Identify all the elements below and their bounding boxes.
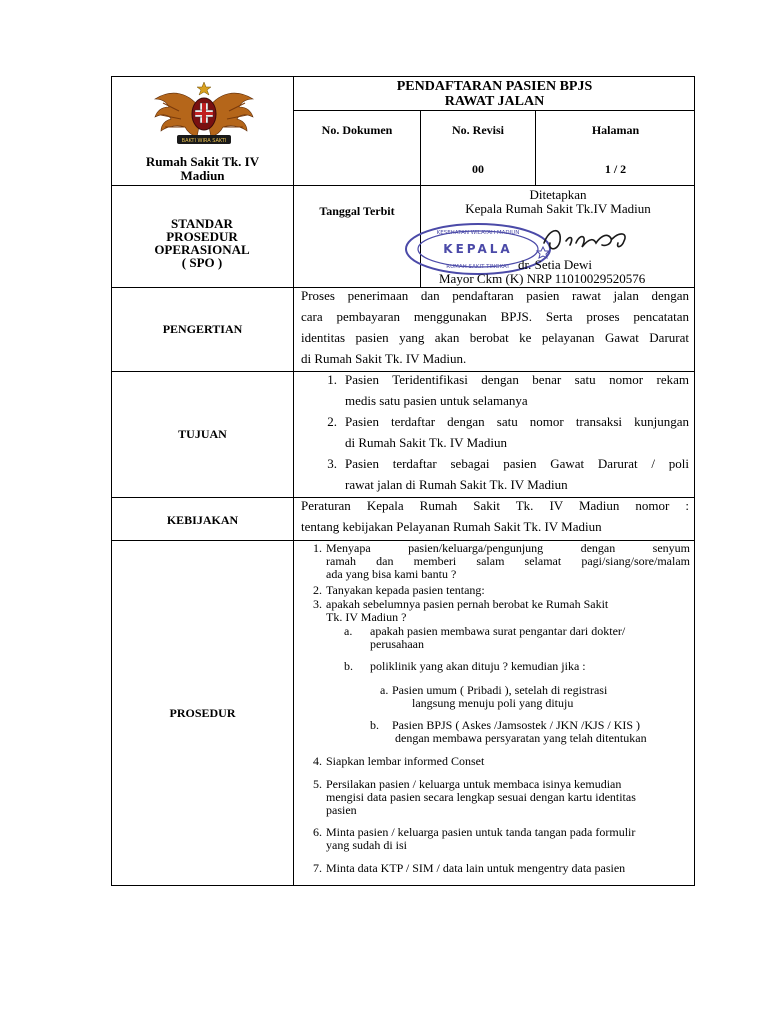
step-line: Minta pasien / keluarga pasien untuk tanda tangan pada formulir: [326, 825, 636, 839]
tanggal-terbit-label: Tanggal Terbit: [319, 204, 395, 218]
kebijakan-text: [301, 495, 689, 537]
spo-label-line-4: ( SPO ): [181, 255, 223, 270]
step-number: 6.: [313, 825, 322, 839]
substep-line: apakah pasien membawa surat pengantar dari dokter/: [370, 624, 626, 638]
list-line: di Rumah Sakit Tk. IV Madiun: [345, 435, 508, 450]
document-title: [294, 79, 695, 109]
spo-label: [122, 217, 282, 269]
procedure-substep: [344, 660, 694, 673]
subsubstep-letter: a.: [380, 683, 389, 697]
list-number: 2.: [327, 414, 337, 429]
list-line: Pasien Teridentifikasi dengan benar satu nomor rekam: [345, 372, 689, 387]
step-number: 3.: [313, 597, 322, 611]
subsubstep-letter: b.: [370, 718, 379, 732]
row-divider: [293, 110, 695, 111]
list-item: [317, 453, 689, 495]
kebijakan-label: KEBIJAKAN: [166, 513, 239, 527]
title-line-1: PENDAFTARAN PASIEN BPJS: [396, 79, 593, 94]
step-line: Persilakan pasien / keluarga untuk membaca isinya kemudian: [326, 777, 622, 791]
star-icon: [197, 82, 211, 95]
substep-letter: b.: [344, 659, 353, 673]
pengertian-line: identitas pasien yang akan berobat ke pelayanan Gawat Darurat: [301, 330, 689, 345]
step-line: ada yang bisa kami bantu ?: [326, 567, 457, 581]
logo-caption: BAKTI WIRA SAKTI: [181, 138, 227, 144]
step-number: 5.: [313, 777, 322, 791]
spo-label-line-2: PROSEDUR: [166, 229, 238, 244]
subsubstep-line: langsung menuju poli yang dituju: [412, 696, 574, 710]
procedure-step: [302, 542, 690, 581]
pengertian-line: di Rumah Sakit Tk. IV Madiun.: [301, 351, 467, 366]
step-line: mengisi data pasien secara lengkap sesuai dengan kartu identitas: [326, 790, 636, 804]
kebijakan-line: Peraturan Kepala Rumah Sakit Tk. IV Madiun nomor :: [301, 498, 689, 513]
step-line: yang sudah di isi: [326, 838, 407, 852]
kebijakan-line: tentang kebijakan Pelayanan Rumah Sakit Tk. IV Madiun: [301, 519, 602, 534]
step-line: Menyapa pasien/keluarga/pengunjung dengan senyum: [326, 541, 690, 555]
step-line: Tk. IV Madiun ?: [326, 610, 407, 624]
spo-label-line-3: OPERASIONAL: [154, 242, 250, 257]
list-number: 3.: [327, 456, 337, 471]
list-number: 1.: [327, 372, 337, 387]
step-line: ramah dan memberi salam selamat pagi/siang/sore/malam: [326, 554, 690, 568]
step-line: pasien: [326, 803, 357, 817]
hospital-name: Rumah Sakit Tk. IV Madiun: [145, 154, 260, 183]
spo-document: [111, 76, 695, 886]
list-item: [317, 369, 689, 411]
procedure-step: [302, 584, 690, 597]
substep-line: poliklinik yang akan dituju ? kemudian jika :: [370, 659, 586, 673]
pengertian-line: cara pembayaran menggunakan BPJS. Serta proses pencatatan: [301, 309, 689, 324]
substep-line: perusahaan: [370, 637, 424, 651]
procedure-subsubstep: [380, 684, 690, 710]
signer-rank: Mayor Ckm (K) NRP 11010029520576: [439, 271, 646, 286]
ditetapkan-text: Ditetapkan: [529, 187, 587, 202]
procedure-step: [302, 778, 690, 817]
stamp-bottom-text: RUMAH SAKIT TINGKAT: [446, 264, 510, 270]
subsubstep-line: dengan membawa persyaratan yang telah ditentukan: [395, 731, 647, 745]
list-line: Pasien terdaftar dengan satu nomor transaksi kunjungan: [345, 414, 689, 429]
subsubstep-line: Pasien BPJS ( Askes /Jamsostek / JKN /KJS / KIS ): [392, 718, 641, 732]
subsubstep-line: Pasien umum ( Pribadi ), setelah di registrasi: [392, 683, 608, 697]
procedure-substep: [344, 625, 694, 651]
tujuan-list: [317, 369, 689, 495]
step-number: 1.: [313, 541, 322, 555]
step-line: Minta data KTP / SIM / data lain untuk mengentry data pasien: [326, 861, 626, 875]
hospital-logo: [149, 81, 259, 151]
procedure-subsubstep: [370, 719, 692, 745]
pengertian-label: PENGERTIAN: [162, 322, 243, 336]
no-revisi-value: 00: [472, 162, 484, 176]
spo-label-line-1: STANDAR: [171, 216, 233, 231]
prosedur-label: PROSEDUR: [169, 706, 236, 720]
substep-letter: a.: [344, 624, 353, 638]
step-line: Tanyakan kepada pasien tentang:: [326, 583, 485, 597]
list-line: rawat jalan di Rumah Sakit Tk. IV Madiun: [345, 477, 568, 492]
step-number: 7.: [313, 861, 322, 875]
procedure-step: [302, 755, 690, 768]
stamp-top-text: KESEHATAN WILAYAH MADIUN: [436, 230, 520, 236]
kepala-text: Kepala Rumah Sakit Tk.IV Madiun: [465, 201, 651, 216]
procedure-step: [302, 598, 690, 624]
stamp-center-text: KEPALA: [443, 242, 513, 256]
list-item: [317, 411, 689, 453]
list-line: Pasien terdaftar sebagai pasien Gawat Darurat / poli: [345, 456, 689, 471]
title-line-2: RAWAT JALAN: [444, 94, 545, 109]
signer-name: dr. Setia Dewi: [518, 257, 593, 272]
row-divider: [112, 185, 695, 186]
tujuan-label: TUJUAN: [178, 427, 227, 441]
halaman-label: Halaman: [591, 123, 640, 137]
step-number: 4.: [313, 754, 322, 768]
step-line: Siapkan lembar informed Conset: [326, 754, 485, 768]
step-line: apakah sebelumnya pasien pernah berobat ke Rumah Sakit: [326, 597, 609, 611]
procedure-step: [302, 826, 690, 852]
step-number: 2.: [313, 583, 322, 597]
procedure-step: [302, 862, 690, 875]
halaman-value: 1 / 2: [604, 162, 627, 176]
pengertian-line: Proses penerimaan dan pendaftaran pasien rawat jalan dengan: [301, 288, 689, 303]
pengertian-text: [301, 285, 689, 369]
no-dokumen-label: No. Dokumen: [321, 123, 393, 137]
column-divider: [293, 77, 294, 885]
no-revisi-label: No. Revisi: [452, 123, 504, 137]
list-line: medis satu pasien untuk selamanya: [345, 393, 528, 408]
signature: [540, 223, 632, 257]
